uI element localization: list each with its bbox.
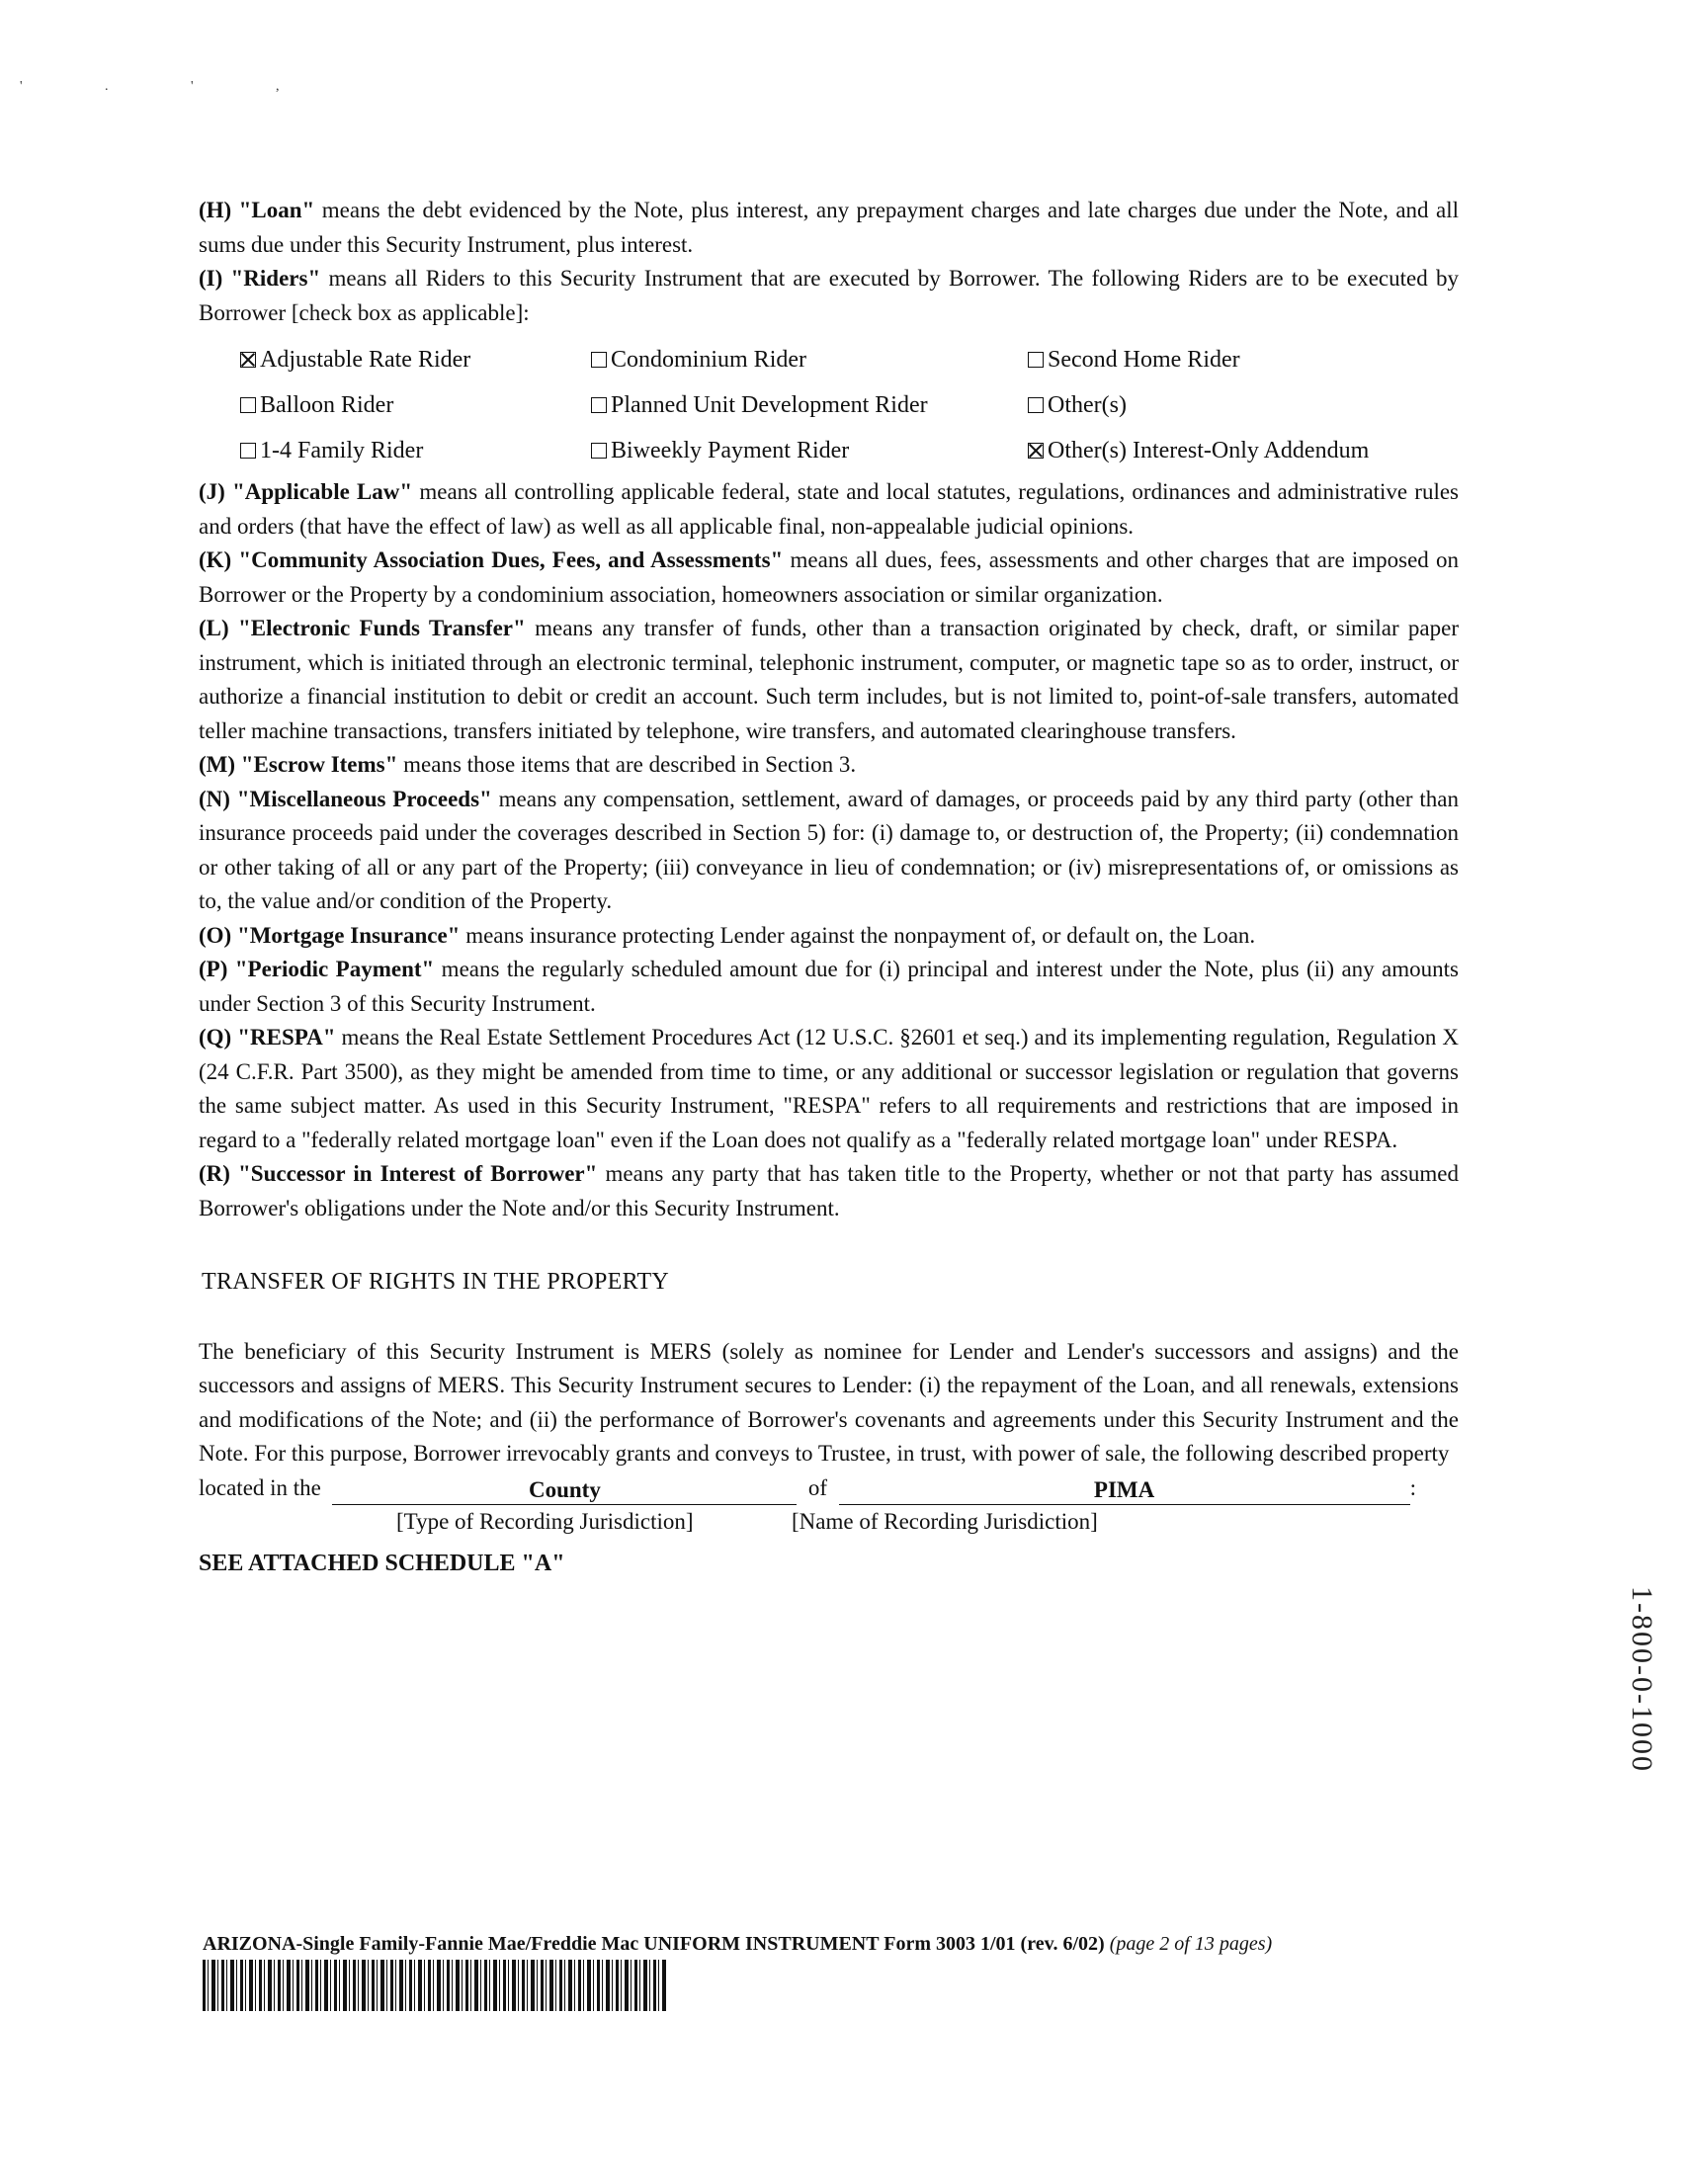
form-footer: [203, 1933, 1272, 1956]
caption-type: [Type of Recording Jurisdiction]: [396, 1509, 694, 1534]
checkbox-icon[interactable]: [240, 443, 256, 459]
colon-label: :: [1409, 1474, 1416, 1500]
rider-adjustable-rate[interactable]: Adjustable Rate Rider: [240, 343, 591, 377]
checkbox-icon[interactable]: [591, 443, 607, 459]
rider-planned-unit[interactable]: Planned Unit Development Rider: [591, 388, 1028, 422]
checkbox-icon[interactable]: [240, 397, 256, 413]
rider-interest-only[interactable]: Other(s) Interest-Only Addendum: [1028, 434, 1443, 467]
jurisdiction-captions: [199, 1507, 1459, 1537]
jurisdiction-type-field[interactable]: County: [332, 1476, 797, 1505]
definition-respa: (Q) "RESPA" means the Real Estate Settlement Procedures Act (12 U.S.C. §2601 et seq.) and its implementing regulation, Regulation X (24 C.F.R. Part 3500), as they might be amended from time to time, or any additional or successor legislation or regulation that governs the same subject matter. As used in this Security Instrument, "RESPA" refers to all requirements and restrictions that are imposed in regard to a "federally related mortgage loan" even if the Loan does not qualify as a "federally related mortgage loan" under RESPA.: [199, 1025, 1459, 1152]
side-stamp: 1-800-0-1000: [1626, 1586, 1658, 1773]
checkbox-icon[interactable]: [1028, 397, 1044, 413]
checkbox-checked-icon[interactable]: [240, 352, 256, 368]
definition-mortgage-insurance: (O) "Mortgage Insurance" means insurance protecting Lender against the nonpayment of, or default on, the Loan.: [199, 922, 1256, 948]
definition-successor: (R) "Successor in Interest of Borrower" means any party that has taken title to the Property, whether or not that party has assumed Borrower's obligations under the Note and/or this Security Instrument.: [199, 1161, 1459, 1220]
rider-biweekly[interactable]: Biweekly Payment Rider: [591, 434, 1028, 467]
transfer-paragraph: The beneficiary of this Security Instrument is MERS (solely as nominee for Lender and Lender's successors and assigns) and the successors and assigns of MERS. This Security Instrument secures to Lender: (i) the repayment of the Loan, and all renewals, extensions and modifications of the Note; and (ii) the performance of Borrower's covenants and agreements under this Security Instrument and the Note. For this purpose, Borrower irrevocably grants and conveys to Trustee, in trust, with power of sale, the following described property: [199, 1338, 1459, 1466]
rider-others[interactable]: Other(s): [1028, 388, 1443, 422]
rider-1-4-family[interactable]: 1-4 Family Rider: [240, 434, 591, 467]
checkbox-icon[interactable]: [591, 397, 607, 413]
scan-specks: ' . ' ,: [20, 79, 319, 94]
definition-periodic-payment: (P) "Periodic Payment" means the regularly scheduled amount due for (i) principal and interest under the Note, plus (ii) any amounts under Section 3 of this Security Instrument.: [199, 957, 1459, 1016]
schedule-reference: SEE ATTACHED SCHEDULE "A": [199, 1551, 565, 1576]
checkbox-checked-icon[interactable]: [1028, 443, 1044, 459]
definition-riders: (I) "Riders" means all Riders to this Security Instrument that are executed by Borrower. The following Riders are to be executed by Borrower [check box as applicable]:: [199, 266, 1460, 325]
jurisdiction-name-field[interactable]: PIMA: [839, 1476, 1410, 1505]
riders-checklist: [240, 343, 1459, 467]
definition-community-dues: (K) "Community Association Dues, Fees, and Assessments" means all dues, fees, assessments and other charges that are imposed on Borrower or the Property by a condominium association, homeowners association or similar organization.: [199, 547, 1460, 607]
document-body: [199, 194, 1459, 1581]
located-in-label: located in the: [199, 1474, 321, 1500]
checkbox-icon[interactable]: [591, 352, 607, 368]
definition-electronic-funds: (L) "Electronic Funds Transfer" means any transfer of funds, other than a transaction originated by check, draft, or similar paper instrument, which is initiated through an electronic terminal, telephonic instrument, computer, or magnetic tape so as to order, instruct, or authorize a financial institution to debit or credit an account. Such term includes, but is not limited to, point-of-sale transfers, automated teller machine transactions, transfers initiated by telephone, wire transfers, and automated clearinghouse transfers.: [199, 616, 1459, 743]
rider-balloon[interactable]: Balloon Rider: [240, 388, 591, 422]
footer-form-id: ARIZONA-Single Family-Fannie Mae/Freddie Mac UNIFORM INSTRUMENT Form 3003 1/01 (rev. 6/02): [203, 1933, 1105, 1955]
jurisdiction-line: [199, 1471, 1459, 1506]
section-heading: TRANSFER OF RIGHTS IN THE PROPERTY: [202, 1269, 670, 1295]
definition-misc-proceeds: (N) "Miscellaneous Proceeds" means any compensation, settlement, award of damages, or proceeds paid by any third party (other than insurance proceeds paid under the coverages described in Section 5) for: (i) damage to, or destruction of, the Property; (ii) condemnation or other taking of all or any part of the Property; (iii) conveyance in lieu of condemnation; or (iv) misrepresentations of, or omissions as to, the value and/or condition of the Property.: [199, 786, 1459, 913]
caption-name: [Name of Recording Jurisdiction]: [792, 1509, 1098, 1534]
rider-condominium[interactable]: Condominium Rider: [591, 343, 1028, 377]
rider-second-home[interactable]: Second Home Rider: [1028, 343, 1443, 377]
definition-loan: (H) "Loan" means the debt evidenced by the Note, plus interest, any prepayment charges and late charges due under the Note, and all sums due under this Security Instrument, plus interest.: [199, 198, 1459, 257]
footer-page-number: (page 2 of 13 pages): [1109, 1933, 1273, 1955]
checkbox-icon[interactable]: [1028, 352, 1044, 368]
definition-escrow-items: (M) "Escrow Items" means those items that are described in Section 3.: [199, 752, 857, 777]
of-label: of: [807, 1474, 828, 1500]
definition-applicable-law: (J) "Applicable Law" means all controlling applicable federal, state and local statutes, regulations, ordinances and administrative rules and orders (that have the effect of law) as well as all applicable final, non-appealable judicial opinions.: [199, 479, 1459, 539]
barcode-icon: [203, 1960, 667, 2011]
